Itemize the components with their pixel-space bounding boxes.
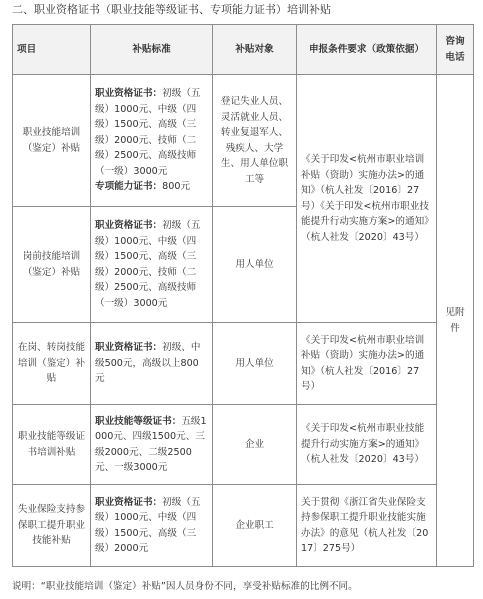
header-standard: 补贴标准 [91, 25, 213, 75]
row-project: 岗前技能培训（鉴定）补贴 [13, 207, 91, 323]
row-target: 企业职工 [213, 485, 297, 567]
row-project: 职业技能培训（鉴定）补贴 [13, 75, 91, 207]
table-row [13, 75, 474, 207]
table-row [13, 323, 474, 405]
row-target: 用人单位 [213, 323, 297, 405]
row-target: 登记失业人员、灵活就业人员、转业复退军人、残疾人、大学生、用人单位职工等 [213, 75, 297, 207]
row-target: 用人单位 [213, 207, 297, 323]
subsidy-table [12, 24, 474, 567]
standard-label: 职业资格证书： [95, 342, 163, 354]
header-basis: 申报条件要求（政策依据） [297, 25, 437, 75]
table-header-row [13, 25, 474, 75]
row-standard [91, 323, 213, 405]
row-project: 职业技能等级证书培训补贴 [13, 405, 91, 485]
row-project: 在岗、转岗技能培训（鉴定）补贴 [13, 323, 91, 405]
section-heading: 二、职业资格证书（职业技能等级证书、专项能力证书）培训补贴 [12, 3, 331, 16]
standard-label: 职业资格证书： [95, 496, 163, 508]
header-target: 补贴对象 [213, 25, 297, 75]
table-row [13, 485, 474, 567]
row-basis: 关于贯彻《浙江省失业保险支持参保职工提升职业技能实施办法》的意见（杭人社发〔2017〕275号） [297, 485, 437, 567]
row-basis-merged: 《关于印发<杭州市职业培训补贴（资助）实施办法>的通知》（杭人社发〔2016〕27号）《关于印发<杭州市职业技能提升行动实施方案>的通知》（杭人社发〔2020〕43号） [297, 75, 437, 323]
standard-text: 五级1000元、四级1500元、三级2000元、二级2500元、一级3000元 [95, 415, 207, 473]
standard-text: 初级（五级）1000元、中级（四级）1500元、高级（三级）2000元、技师（二级）2500元、高级技师（一级）3000元 [95, 88, 201, 177]
table-row [13, 405, 474, 485]
standard-label: 职业资格证书： [95, 220, 163, 231]
standard-text: 初级（五级）1000元、中级（四级）1500元、高级（三级）2000元 [95, 496, 201, 554]
standard-label: 职业技能等级证书： [95, 415, 182, 427]
row-project: 失业保险支持参保职工提升职业技能补贴 [13, 485, 91, 567]
header-project: 项目 [13, 25, 91, 75]
consult-phone: 见附件 [437, 75, 474, 567]
standard-text: 初级（五级）1000元、中级（四级）1500元、高级（三级）2000元、技师（二级）2500元、高级技师（一级）3000元 [95, 220, 201, 309]
row-standard [91, 207, 213, 323]
row-basis: 《关于印发<杭州市职业培训补贴（资助）实施办法>的通知》（杭人社发〔2016〕27号） [297, 323, 437, 405]
footnote: 说明：“职业技能培训（鉴定）补贴”因人员身份不同，享受补贴标准的比例不同。 [12, 581, 358, 592]
row-standard [91, 75, 213, 207]
row-standard [91, 405, 213, 485]
row-target: 企业 [213, 405, 297, 485]
standard-text: 800元 [162, 181, 191, 193]
header-phone: 咨询电话 [437, 25, 474, 75]
standard-text: 初级、中级500元，高级以上800元 [95, 342, 201, 385]
standard-label: 专项能力证书： [95, 181, 163, 193]
standard-label: 职业资格证书： [95, 88, 163, 100]
row-basis: 《关于印发<杭州市职业技能提升行动实施方案>的通知》（杭人社发〔2020〕43号） [297, 405, 437, 485]
row-standard [91, 485, 213, 567]
